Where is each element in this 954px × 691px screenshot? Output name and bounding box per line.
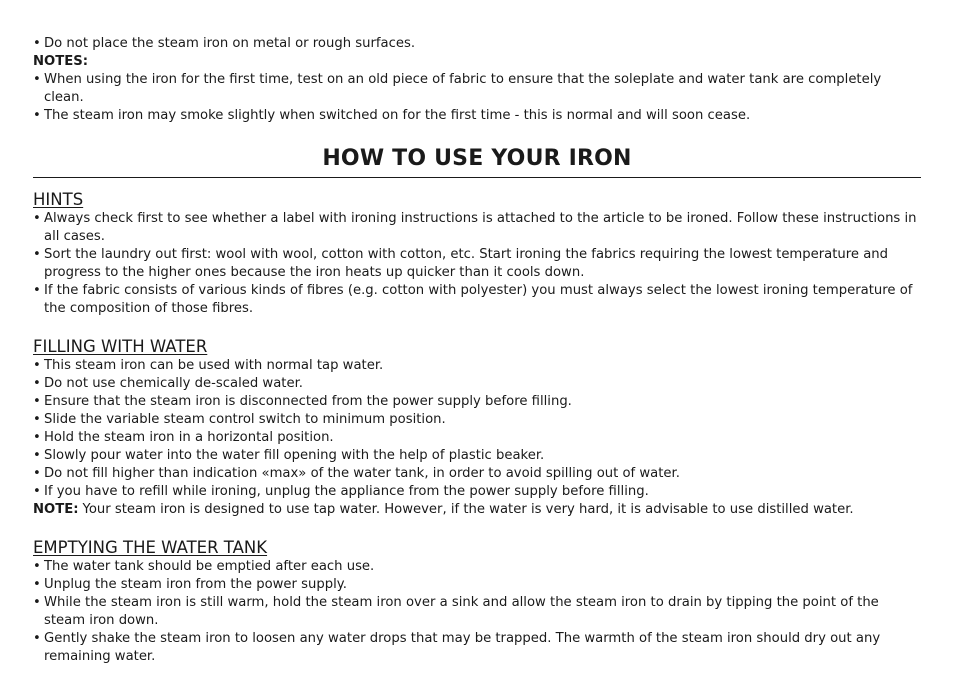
notes-label: NOTES: xyxy=(33,54,89,69)
hints-item: • Sort the laundry out first: wool with wool, cotton with cotton, etc. Start ironing the fabrics requiring the lowest temperature and progress to the higher ones because the iron heats up quicker than it cools down. xyxy=(33,246,921,282)
filling-item: • Hold the steam iron in a horizontal position. xyxy=(33,429,921,447)
filling-item: • If you have to refill while ironing, unplug the appliance from the power supply before filling. xyxy=(33,483,921,501)
page-title: HOW TO USE YOUR IRON xyxy=(33,146,921,178)
notes-item: • The steam iron may smoke slightly when switched on for the first time - this is normal and will soon cease. xyxy=(33,107,921,125)
filling-heading: FILLING WITH WATER xyxy=(33,337,208,356)
filling-item: • Do not fill higher than indication «max» of the water tank, in order to avoid spilling out of water. xyxy=(33,465,921,483)
safety-bullet: • Do not place the steam iron on metal or rough surfaces. xyxy=(33,35,921,53)
hints-heading: HINTS xyxy=(33,190,84,209)
emptying-item: • The water tank should be emptied after each use. xyxy=(33,558,921,576)
emptying-item: • Gently shake the steam iron to loosen any water drops that may be trapped. The warmth of the steam iron should dry out any remaining water. xyxy=(33,630,921,666)
filling-item: • Do not use chemically de-scaled water. xyxy=(33,375,921,393)
hints-item: • If the fabric consists of various kinds of fibres (e.g. cotton with polyester) you must always select the lowest ironing temperature of the composition of those fibres. xyxy=(33,282,921,318)
filling-item: • This steam iron can be used with normal tap water. xyxy=(33,357,921,375)
notes-item: • When using the iron for the first time, test on an old piece of fabric to ensure that the soleplate and water tank are completely clean. xyxy=(33,71,921,107)
emptying-item: • While the steam iron is still warm, hold the steam iron over a sink and allow the steam iron to drain by tipping the point of the steam iron down. xyxy=(33,594,921,630)
filling-item: • Slowly pour water into the water fill opening with the help of plastic beaker. xyxy=(33,447,921,465)
emptying-heading: EMPTYING THE WATER TANK xyxy=(33,538,268,557)
emptying-item: • Unplug the steam iron from the power supply. xyxy=(33,576,921,594)
note-label: NOTE: xyxy=(33,502,79,517)
filling-note xyxy=(33,501,921,519)
note-text: Your steam iron is designed to use tap water. However, if the water is very hard, it is advisable to use distilled water. xyxy=(82,502,854,517)
filling-item: • Slide the variable steam control switch to minimum position. xyxy=(33,411,921,429)
filling-item: • Ensure that the steam iron is disconnected from the power supply before filling. xyxy=(33,393,921,411)
hints-item: • Always check first to see whether a label with ironing instructions is attached to the article to be ironed. Follow these instructions in all cases. xyxy=(33,210,921,246)
